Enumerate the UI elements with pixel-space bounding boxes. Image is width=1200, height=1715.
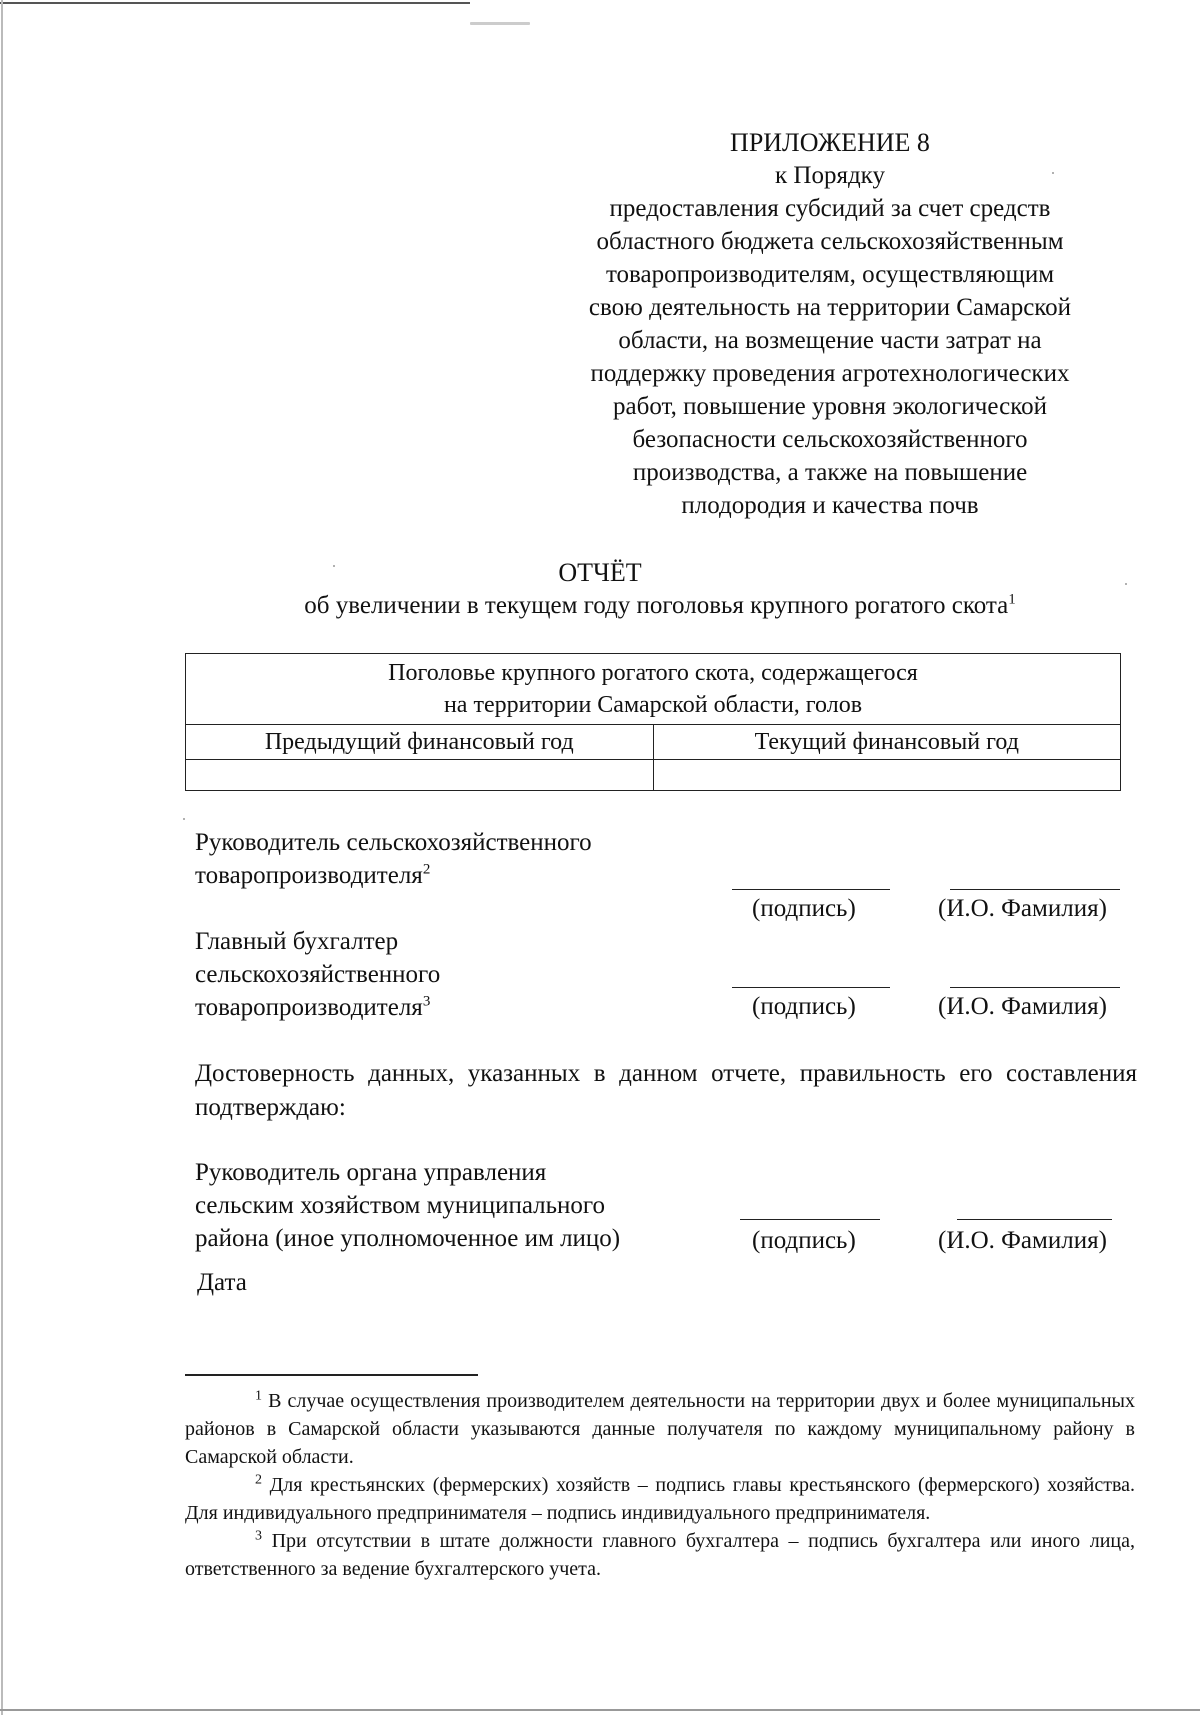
scan-edge-bottom [0, 1709, 1200, 1711]
confirmation-text: Достоверность данных, указанных в данном отчете, правильность его составления подтверждаю: [195, 1060, 1137, 1121]
signer-accountant-line: сельскохозяйственного [195, 961, 441, 988]
report-subtitle [0, 589, 1200, 623]
scan-speck [470, 22, 530, 25]
name-caption: (И.О. Фамилия) [938, 1227, 1107, 1254]
name-caption: (И.О. Фамилия) [938, 993, 1107, 1020]
report-title: ОТЧЁТ [558, 558, 642, 587]
signer-accountant-line: Главный бухгалтер [195, 928, 399, 955]
footnote-ref: 2 [422, 861, 431, 878]
signer-accountant-label [195, 925, 440, 1024]
signature-caption: (подпись) [752, 895, 856, 922]
footnote-text: Для крестьянских (фермерских) хозяйств – подпись главы крестьянского (фермерского) хозяйства. Для индивидуального предпринимателя – подпись индивидуального предпринимателя. [185, 1474, 1135, 1524]
footnote [185, 1387, 1135, 1471]
appendix-line: производства, а также на повышение [632, 459, 1028, 486]
footnote-text: В случае осуществления производителем деятельности на территории двух и более муниципальных районов в Самарской области указываются данные получателя по каждому муниципальному району в Самарской области. [185, 1390, 1135, 1468]
appendix-line: работ, повышение уровня экологической [613, 393, 1047, 420]
appendix-header [540, 126, 1120, 522]
footnote-ref: 1 [1008, 591, 1016, 608]
footnotes [185, 1387, 1135, 1583]
signer-head-line-text: товаропроизводителя [195, 862, 423, 889]
appendix-line: областного бюджета сельскохозяйственным [596, 228, 1064, 255]
footnote-text: При отсутствии в штате должности главного бухгалтера – подпись бухгалтера или иного лица, ответственного за ведение бухгалтерского учета. [185, 1530, 1135, 1580]
appendix-line: к Порядку [775, 162, 885, 189]
table-header-line: Поголовье крупного рогатого скота, содержащегося [388, 660, 918, 686]
table-header [186, 654, 1121, 725]
name-line[interactable] [957, 1219, 1112, 1220]
signer-municipal-label [195, 1156, 620, 1255]
signer-accountant-line-text: товаропроизводителя [195, 994, 423, 1021]
name-line[interactable] [950, 889, 1120, 890]
appendix-title: ПРИЛОЖЕНИЕ 8 [730, 128, 930, 157]
signer-head-label [195, 826, 592, 892]
signer-municipal-line: сельским хозяйством муниципального [195, 1192, 606, 1219]
signature-line[interactable] [732, 889, 890, 890]
footnote-separator [185, 1374, 478, 1376]
signature-caption: (подпись) [752, 993, 856, 1020]
table-header-line: на территории Самарской области, голов [443, 692, 863, 718]
footnote-mark: 3 [255, 1528, 262, 1544]
appendix-line: свою деятельность на территории Самарской [588, 294, 1072, 321]
signer-accountant-line [195, 991, 440, 1024]
appendix-line: безопасности сельскохозяйственного [632, 426, 1028, 453]
name-line[interactable] [950, 987, 1120, 988]
appendix-line: товаропроизводителям, осуществляющим [605, 261, 1055, 288]
footnote [185, 1527, 1135, 1583]
date-label: Дата [197, 1269, 247, 1296]
signature-caption: (подпись) [752, 1227, 856, 1254]
livestock-table [185, 653, 1121, 791]
appendix-line: плодородия и качества почв [681, 492, 979, 519]
column-header-previous-year: Предыдущий финансовый год [186, 725, 654, 760]
footnote-mark: 2 [255, 1472, 262, 1488]
footnote [185, 1471, 1135, 1527]
column-header-current-year: Текущий финансовый год [653, 725, 1121, 760]
report-subtitle-text: об увеличении в текущем году поголовья крупного рогатого скота [304, 592, 1009, 619]
appendix-line: предоставления субсидий за счет средств [609, 195, 1051, 222]
signer-municipal-line: Руководитель органа управления [195, 1159, 547, 1186]
footnote-ref: 3 [422, 993, 431, 1010]
appendix-line: поддержку проведения агротехнологических [590, 360, 1070, 387]
scan-edge-top [0, 2, 470, 4]
scan-speck [183, 818, 185, 820]
signer-municipal-line: района (иное уполномоченное им лицо) [195, 1225, 621, 1252]
signer-head-line [195, 859, 592, 892]
scan-edge-left [1, 0, 3, 1715]
footnote-mark: 1 [255, 1388, 262, 1404]
table-cell-previous-year[interactable] [186, 760, 654, 791]
signature-line[interactable] [732, 987, 890, 988]
appendix-line: области, на возмещение части затрат на [618, 327, 1042, 354]
name-caption: (И.О. Фамилия) [938, 895, 1107, 922]
signer-head-line: Руководитель сельскохозяйственного [195, 829, 592, 856]
signature-line[interactable] [740, 1219, 880, 1220]
table-cell-current-year[interactable] [653, 760, 1121, 791]
